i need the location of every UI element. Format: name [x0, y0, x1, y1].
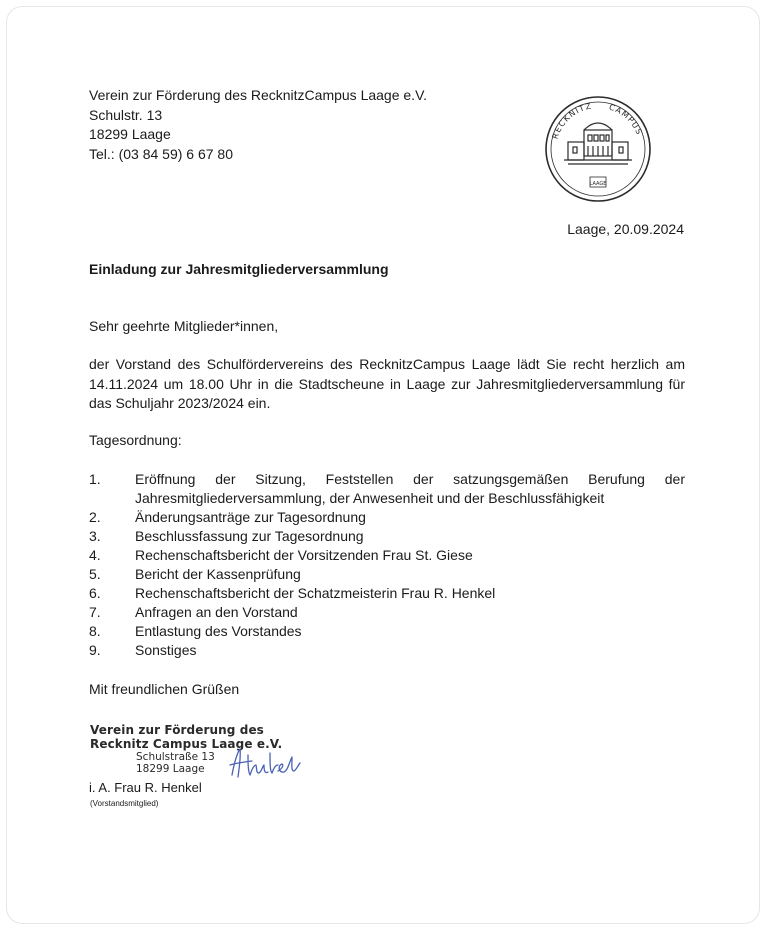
agenda-item-text: Rechenschaftsbericht der Schatzmeisterin Frau R. Henkel	[135, 585, 496, 601]
salutation: Sehr geehrte Mitglieder*innen,	[89, 318, 279, 334]
agenda-item-text: Beschlussfassung zur Tagesordnung	[135, 528, 364, 544]
agenda-item	[89, 527, 685, 546]
agenda-item-number: 5.	[89, 566, 101, 582]
agenda-item-number: 2.	[89, 509, 101, 525]
stamp-line-2: Recknitz Campus Laage e.V.	[90, 737, 283, 751]
agenda-item-number: 8.	[89, 623, 101, 639]
agenda-item-text: Anfragen an den Vorstand	[135, 604, 298, 620]
stamp-line-1: Verein zur Förderung des	[90, 723, 264, 737]
sender-phone: Tel.: (03 84 59) 6 67 80	[89, 145, 233, 162]
intro-paragraph: der Vorstand des Schulfördervereins des RecknitzCampus Laage lädt Sie recht herzlich am 14.11.2024 um 18.00 Uhr in die Stadtscheune in Laage zur Jahresmitgliederversammlung für das Schuljahr 2023/2024 ein.	[89, 356, 685, 411]
building-icon	[564, 123, 632, 164]
agenda-item-number: 6.	[89, 585, 101, 601]
agenda-item-number: 4.	[89, 547, 101, 563]
agenda-item	[89, 641, 685, 660]
agenda-item	[89, 565, 685, 584]
agenda-item-text: Bericht der Kassenprüfung	[135, 566, 301, 582]
letter-date: Laage, 20.09.2024	[567, 221, 684, 237]
closing-phrase: Mit freundlichen Grüßen	[89, 681, 240, 697]
sender-city: 18299 Laage	[89, 126, 171, 142]
agenda-item-text: Änderungsanträge zur Tagesordnung	[135, 509, 366, 525]
seal-right-text: CAMPUS	[607, 102, 645, 137]
letter-subject: Einladung zur Jahresmitgliederversammlung	[89, 261, 389, 277]
campus-seal-logo	[538, 94, 658, 204]
agenda-heading: Tagesordnung:	[89, 432, 182, 448]
agenda-item	[89, 603, 685, 622]
handwritten-signature	[226, 745, 302, 783]
signer-name: i. A. Frau R. Henkel	[89, 780, 202, 795]
svg-text:CAMPUS	[608, 103, 644, 137]
agenda-item	[89, 546, 685, 565]
sender-address	[89, 86, 427, 164]
agenda-list	[89, 470, 685, 660]
signer-role: (Vorstandsmitglied)	[90, 799, 159, 808]
agenda-item-number: 9.	[89, 642, 101, 658]
stamp-line-3: Schulstraße 13	[136, 751, 215, 763]
agenda-item	[89, 508, 685, 527]
agenda-item-text	[135, 470, 685, 508]
stamp-line-4: 18299 Laage	[136, 763, 205, 775]
seal-top-text: RECKNITZ	[550, 101, 593, 141]
agenda-item-text-line1: Eröffnung der Sitzung, Feststellen der satzungsgemäßen Berufung der	[135, 471, 685, 487]
agenda-item-number: 1.	[89, 471, 101, 487]
agenda-item-text: Sonstiges	[135, 642, 197, 658]
agenda-item	[89, 622, 685, 641]
agenda-item-text: Entlastung des Vorstandes	[135, 623, 302, 639]
agenda-item	[89, 470, 685, 508]
agenda-item-text: Rechenschaftsbericht der Vorsitzenden Frau St. Giese	[135, 547, 473, 563]
agenda-item-text-line2: Jahresmitgliederversammlung, der Anwesenheit und der Beschlussfähigkeit	[135, 490, 605, 506]
agenda-item-number: 3.	[89, 528, 101, 544]
sender-street: Schulstr. 13	[89, 106, 163, 123]
svg-text:RECKNITZ	[551, 101, 593, 140]
agenda-item-number: 7.	[89, 604, 101, 620]
sender-name: Verein zur Förderung des RecknitzCampus Laage e.V.	[89, 87, 428, 103]
agenda-item	[89, 584, 685, 603]
seal-bottom-text: LAAGE	[589, 181, 607, 187]
